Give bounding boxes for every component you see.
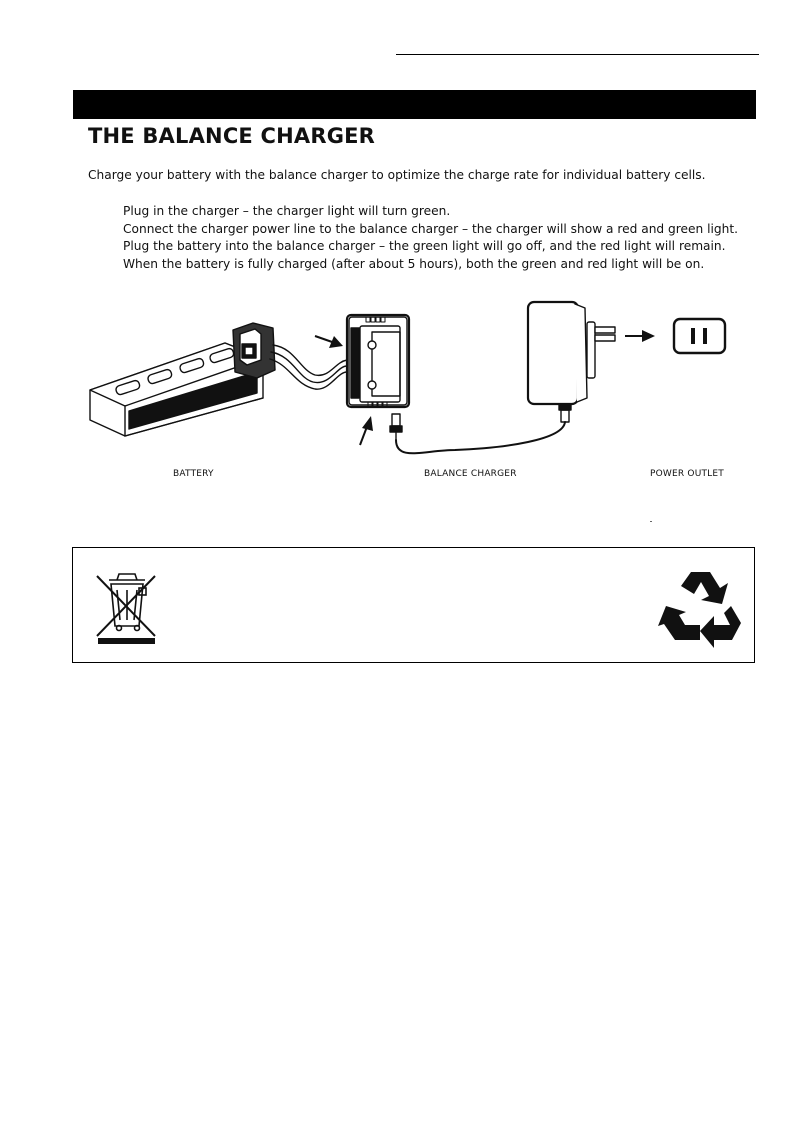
step-item: Plug in the charger – the charger light will turn green. xyxy=(123,204,451,218)
intro-text: Charge your battery with the balance charger to optimize the charge rate for individual battery cells. xyxy=(88,168,706,182)
balance-charger-illustration xyxy=(347,315,409,440)
diagram-illustration xyxy=(85,290,755,465)
steps-list xyxy=(123,203,738,274)
caption-power-outlet: POWER OUTLET xyxy=(650,469,724,479)
caption-balance-charger: BALANCE CHARGER xyxy=(424,469,517,479)
power-outlet-illustration xyxy=(674,319,725,353)
charging-diagram xyxy=(85,290,755,490)
step-item: When the battery is fully charged (after about 5 hours), both the green and red light will be on. xyxy=(123,257,705,272)
section-header-bar xyxy=(73,90,756,119)
stray-mark xyxy=(650,521,652,522)
disposal-notice-box xyxy=(72,547,755,663)
caption-battery: BATTERY xyxy=(173,469,214,479)
crossed-out-bin-icon xyxy=(95,560,159,644)
wall-adapter-illustration xyxy=(528,302,615,422)
step-item: Plug the battery into the balance charger – the green light will go off, and the red light will remain. xyxy=(123,239,726,254)
page-title: THE BALANCE CHARGER xyxy=(88,124,376,148)
battery-illustration xyxy=(90,323,347,436)
step-item: Connect the charger power line to the balance charger – the charger will show a red and green light. xyxy=(123,221,738,236)
header-rule xyxy=(396,54,759,55)
recycle-icon xyxy=(658,568,744,648)
